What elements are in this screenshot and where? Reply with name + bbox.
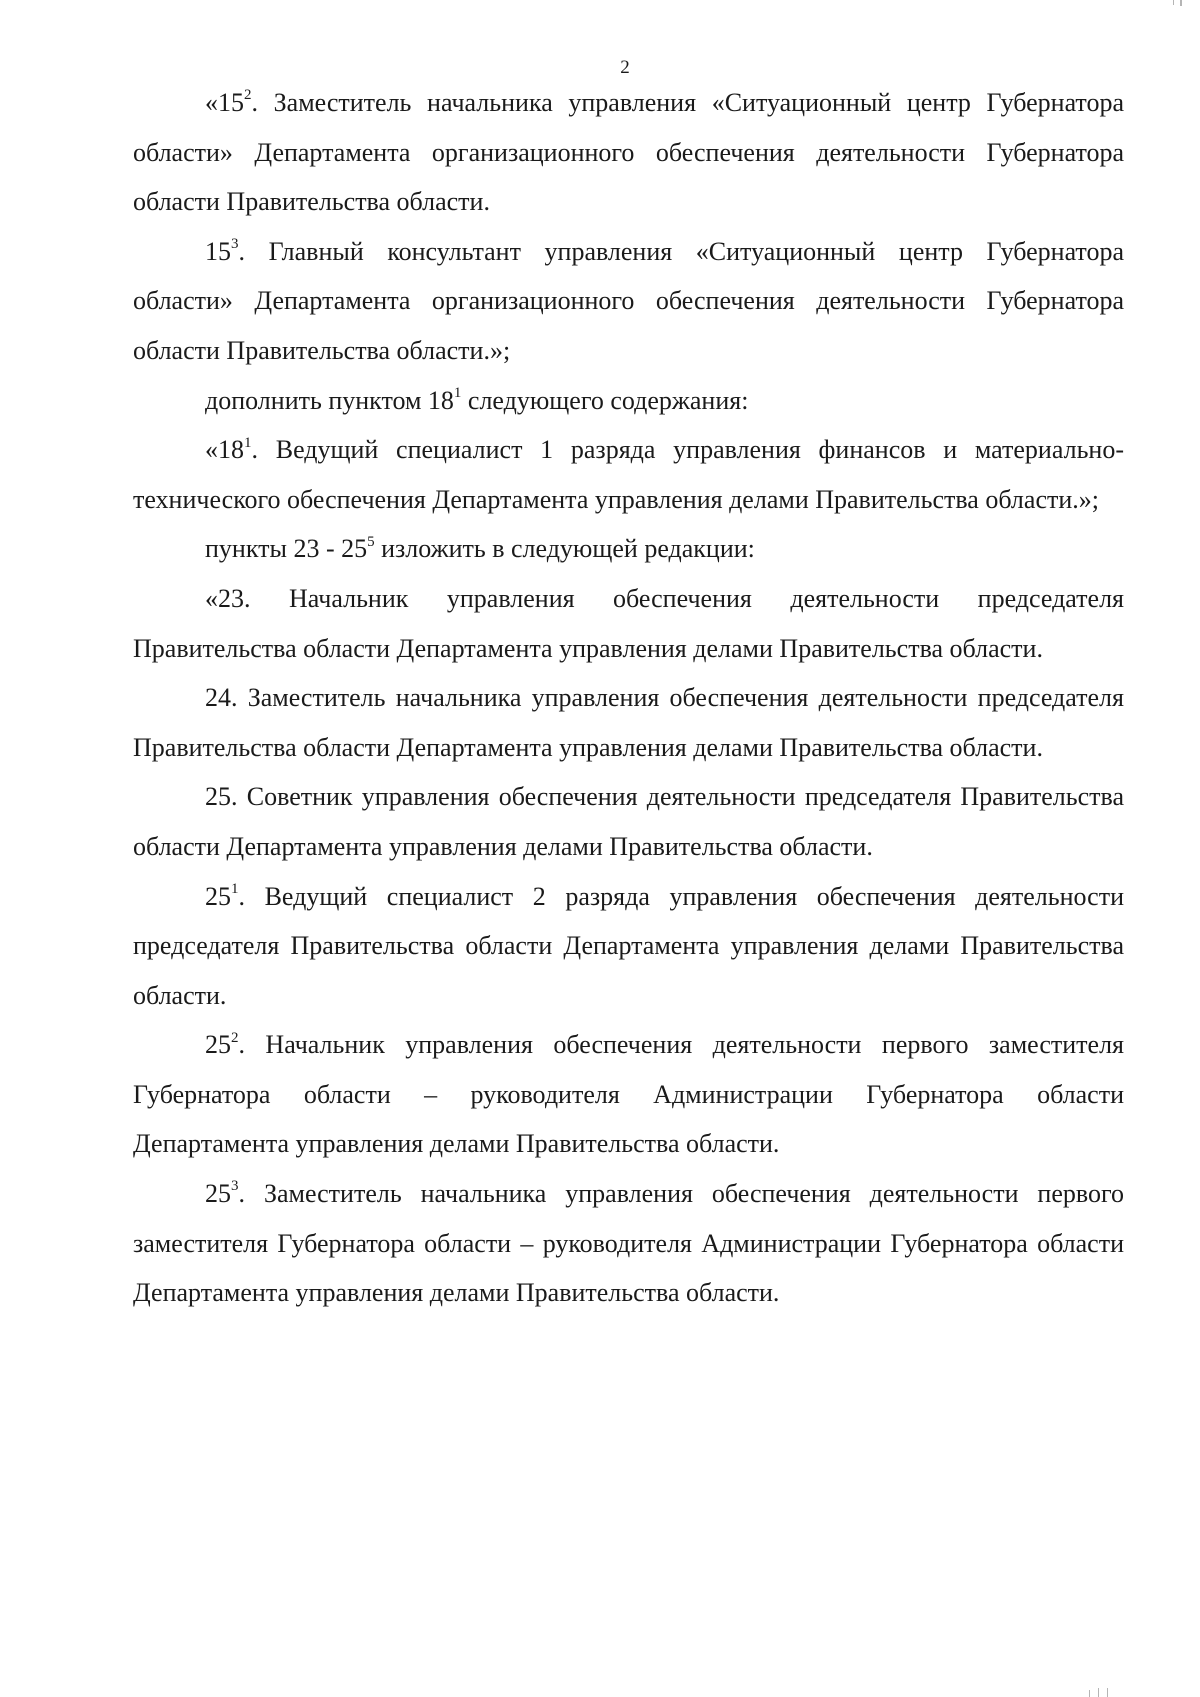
paragraph-23 (133, 574, 1124, 673)
paragraph-25-2 (133, 1020, 1124, 1169)
paragraph-15-2 (133, 78, 1124, 227)
paragraph-text: . Ведущий специалист 2 разряда управления обеспечения деятельности председателя Правительства области Департамента управления делами Правительства области. (133, 881, 1124, 1010)
paragraph-prefix: «23. Начальник управления обеспечения деятельности председателя Правительства области Департамента управления делами Правительства области. (133, 583, 1124, 663)
paragraph-25-3 (133, 1169, 1124, 1318)
paragraph-add-18-1 (133, 376, 1124, 426)
paragraph-prefix: 24. Заместитель начальника управления обеспечения деятельности председателя Правительства области Департамента управления делами Правительства области. (133, 683, 1124, 762)
paragraph-superscript: 1 (231, 880, 239, 897)
paragraph-text: изложить в следующей редакции: (374, 534, 755, 564)
page-number: 2 (620, 57, 630, 78)
paragraph-superscript: 2 (244, 87, 252, 104)
scan-artifact-bottom-right (1089, 1690, 1090, 1697)
paragraph-prefix: 25. Советник управления обеспечения деятельности председателя Правительства области Департамента управления делами Правительства области. (133, 782, 1124, 861)
paragraph-prefix: 25 (205, 881, 231, 911)
paragraph-prefix: дополнить пунктом 18 (205, 385, 454, 415)
paragraph-text: . Заместитель начальника управления обеспечения деятельности первого заместителя Губернатора области – руководителя Администрации Губернатора области Департамента управления делами Правительства области. (133, 1179, 1124, 1308)
paragraph-text: следующего содержания: (461, 385, 749, 415)
paragraph-prefix: 25 (205, 1179, 231, 1209)
paragraph-points-23-25-5 (133, 524, 1124, 574)
paragraph-superscript: 3 (231, 1178, 239, 1195)
paragraph-prefix: «18 (205, 435, 244, 465)
paragraph-superscript: 1 (453, 384, 462, 401)
scan-artifact-bottom-right (1107, 1688, 1108, 1697)
paragraph-superscript: 1 (244, 434, 252, 451)
paragraph-15-3 (133, 227, 1124, 376)
paragraph-18-1 (133, 425, 1124, 524)
paragraph-superscript: 3 (231, 236, 239, 253)
scan-artifact-top-right (1173, 0, 1174, 5)
paragraph-text: . Заместитель начальника управления «Ситуационный центр Губернатора области» Департамента организационного обеспечения деятельности Губернатора области Правительства области. (133, 88, 1124, 217)
document-body (133, 78, 1124, 1318)
scan-artifact-top-right (1180, 0, 1182, 6)
paragraph-text: . Ведущий специалист 1 разряда управления финансов и материально-технического обеспечения Департамента управления делами Правительства области.»; (133, 435, 1124, 514)
paragraph-prefix: пункты 23 - 25 (205, 534, 368, 564)
paragraph-prefix: «15 (205, 88, 244, 117)
paragraph-superscript: 2 (231, 1029, 239, 1046)
paragraph-25 (133, 772, 1124, 871)
paragraph-24 (133, 673, 1124, 772)
paragraph-25-1 (133, 872, 1124, 1021)
paragraph-text: . Начальник управления обеспечения деятельности первого заместителя Губернатора области – руководителя Администрации Губернатора области Департамента управления делами Правительства области. (133, 1030, 1124, 1159)
paragraph-superscript: 5 (367, 533, 375, 550)
paragraph-prefix: 25 (205, 1030, 231, 1060)
paragraph-text: . Главный консультант управления «Ситуационный центр Губернатора области» Департамента организационного обеспечения деятельности Губернатора области Правительства области.»; (133, 236, 1124, 365)
paragraph-prefix: 15 (205, 236, 231, 266)
scan-artifact-bottom-right (1098, 1688, 1099, 1697)
